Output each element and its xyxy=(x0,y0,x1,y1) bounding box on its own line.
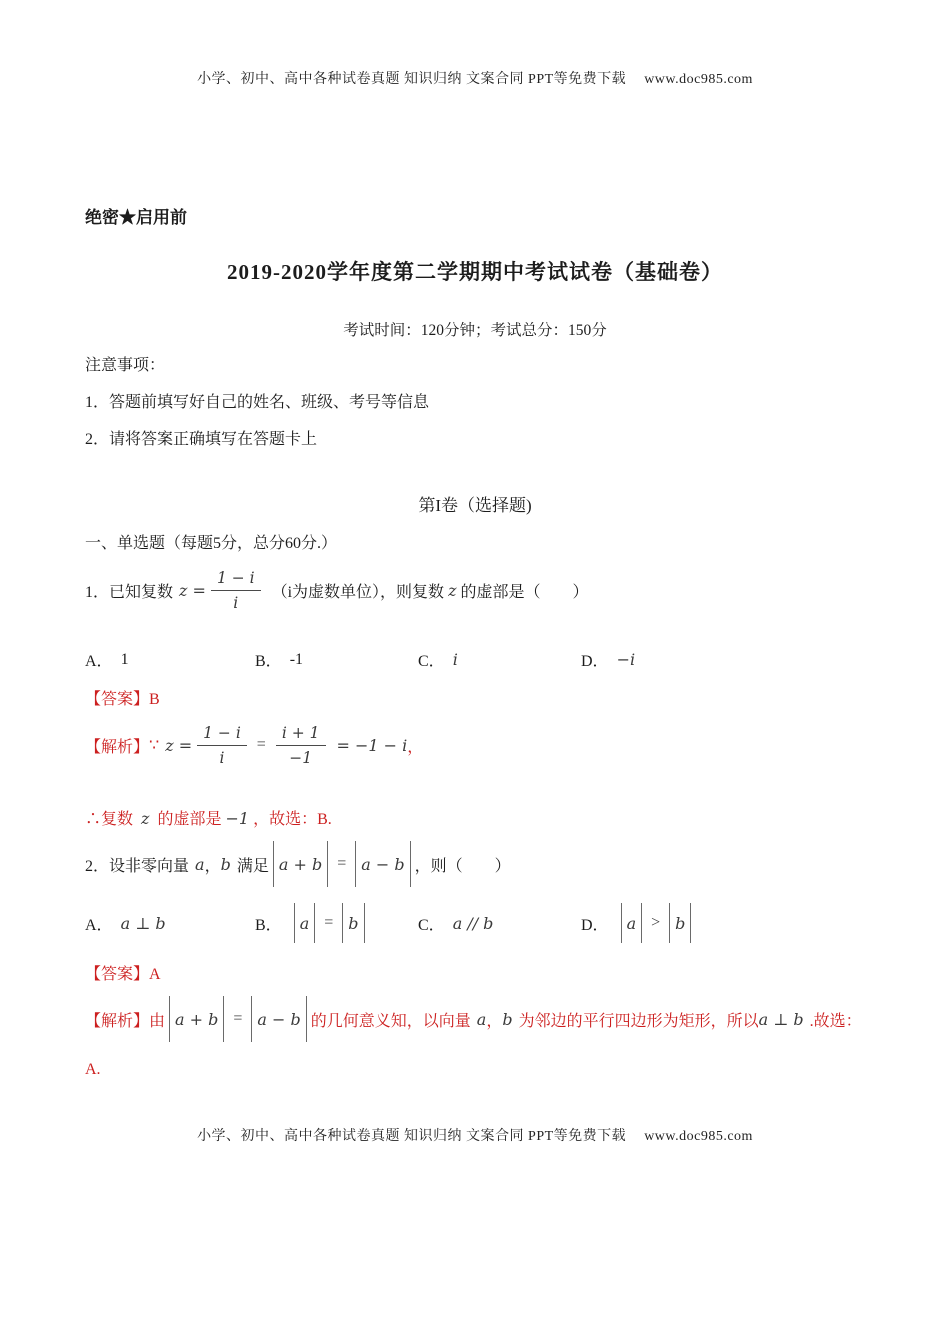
q2-vector-a: a xyxy=(195,854,205,874)
notes-heading: 注意事项： xyxy=(85,357,166,374)
fraction-denominator: −1 xyxy=(276,745,326,767)
q2-analysis-math: a ⊥ b xyxy=(758,1009,804,1029)
note-item-1: 1．答题前填写好自己的姓名、班级、考号等信息 xyxy=(85,394,430,411)
q1-answer-line xyxy=(85,686,160,709)
answer-label: 【答案】 xyxy=(85,966,150,983)
equals-sign: = xyxy=(233,1010,243,1027)
footer-text: 小学、初中、高中各种试卷真题 知识归纳 文案合同 PPT等免费下载 xyxy=(197,1129,627,1144)
q2-option-a xyxy=(85,912,166,935)
analysis-label: 【解析】 xyxy=(85,1012,150,1030)
q1-sol-tail: = −1 − i xyxy=(336,735,408,755)
answer-value: A xyxy=(149,966,161,983)
q1-option-a xyxy=(85,648,129,671)
q2-analysis-vector-a: a xyxy=(476,1009,487,1029)
option-label: A． xyxy=(85,917,113,934)
abs-value-group: b xyxy=(342,903,364,943)
note-item-2: 2．请将答案正确填写在答题卡上 xyxy=(85,431,318,448)
q1-option-c xyxy=(418,648,458,671)
because-symbol: ∵ xyxy=(149,737,160,754)
q2-option-c xyxy=(418,912,493,935)
q2-answer-line xyxy=(85,961,161,984)
q1-conclusion-value: −1 xyxy=(225,809,250,828)
q1-conclusion-mid: 的虚部是 xyxy=(157,811,222,828)
q1-options xyxy=(85,648,915,674)
equals-sign: = xyxy=(324,914,334,931)
answer-value: B xyxy=(149,691,160,708)
q2-comma: ， xyxy=(204,857,221,875)
q1-conclusion-var: z xyxy=(141,809,150,828)
q1-conclusion-end: ，故选：B. xyxy=(253,811,332,828)
abs-value-group: a xyxy=(621,903,643,943)
greater-than-sign: > xyxy=(651,914,661,931)
q2-analysis-mid2: 为邻边的平行四边形为矩形，所以 xyxy=(518,1012,759,1030)
q1-stem-post: （i为虚数单位），则复数 xyxy=(271,583,445,601)
abs-value-group: a − b xyxy=(251,996,306,1042)
q2-analysis-line xyxy=(85,992,862,1046)
option-value: -1 xyxy=(289,650,304,668)
q2-option-b xyxy=(255,900,369,946)
question-type-heading: 一、单选题（每题5分，总分60分.） xyxy=(85,535,338,552)
abs-value-group: b xyxy=(669,903,691,943)
option-value: a // b xyxy=(452,914,494,933)
abs-value-group: a + b xyxy=(273,841,328,887)
q2-number-text: 2．设非零向量 xyxy=(85,857,190,875)
option-value: a ⊥ b xyxy=(120,914,166,933)
equals-sign: = xyxy=(337,855,347,872)
fraction-numerator: 1 − i xyxy=(216,568,255,587)
q1-variable-z: z xyxy=(448,580,457,600)
q2-analysis-tail: .故选： xyxy=(809,1012,862,1030)
equals-sign: = xyxy=(256,736,266,753)
q1-stem-end: 的虚部是（ ） xyxy=(460,583,589,601)
classification-label: 绝密★启用前 xyxy=(85,208,187,227)
header-url: www.doc985.com xyxy=(644,72,753,87)
option-value: −i xyxy=(616,650,636,669)
fraction-denominator: i xyxy=(211,590,261,612)
q1-sol-fraction-1 xyxy=(197,724,247,767)
q1-sol-comma: ， xyxy=(407,738,424,756)
q1-number-text: 1．已知复数 xyxy=(85,583,174,601)
option-label: C． xyxy=(418,917,445,934)
q1-option-b xyxy=(255,648,303,671)
analysis-label: 【解析】 xyxy=(85,738,150,756)
option-label: D． xyxy=(581,653,609,670)
q2-analysis-choice: A. xyxy=(85,1061,101,1078)
q2-analysis-vector-b: b xyxy=(502,1009,513,1029)
q1-conclusion-line xyxy=(85,806,332,829)
q1-sol-fraction-2 xyxy=(276,724,326,767)
q2-stem-mid: 满足 xyxy=(236,857,269,875)
abs-value-group: a + b xyxy=(169,996,224,1042)
q2-vector-b: b xyxy=(220,854,231,874)
fraction-numerator: i + 1 xyxy=(281,723,320,742)
q2-analysis-mid1: 的几何意义知，以向量 xyxy=(310,1012,471,1030)
abs-value-group: a − b xyxy=(355,841,410,887)
header-text: 小学、初中、高中各种试卷真题 知识归纳 文案合同 PPT等免费下载 xyxy=(197,72,627,87)
abs-value-group: a xyxy=(294,903,316,943)
exam-info: 考试时间：120分钟；考试总分：150分 xyxy=(343,322,607,339)
fraction-numerator: 1 − i xyxy=(203,723,241,742)
fraction-denominator: i xyxy=(197,745,247,767)
q2-analysis-pre: 由 xyxy=(149,1012,166,1030)
option-label: A． xyxy=(85,653,113,670)
option-label: C． xyxy=(418,653,445,670)
q2-options xyxy=(85,900,915,946)
doc-footer xyxy=(0,1125,950,1145)
option-label: B． xyxy=(255,653,282,670)
q1-formula-lhs: z = xyxy=(179,580,206,600)
q2-analysis-comma: ， xyxy=(486,1012,503,1030)
exam-title: 2019-2020学年度第二学期期中考试试卷（基础卷） xyxy=(227,260,723,284)
option-label: B． xyxy=(255,916,282,934)
q1-fraction xyxy=(211,569,261,612)
option-label: D． xyxy=(581,916,609,934)
option-value: 1 xyxy=(120,650,129,668)
option-value: i xyxy=(452,650,458,669)
q1-option-d xyxy=(581,648,635,671)
therefore-text: ∴复数 xyxy=(85,811,134,828)
q2-stem xyxy=(85,838,511,890)
q1-analysis-line xyxy=(85,712,423,778)
answer-label: 【答案】 xyxy=(85,691,150,708)
section-title: 第I卷（选择题) xyxy=(418,496,532,515)
q2-option-d xyxy=(581,900,695,946)
doc-header xyxy=(0,68,950,88)
q2-stem-end: ，则（ ） xyxy=(414,857,511,875)
q1-sol-lhs: z = xyxy=(165,735,193,755)
footer-url: www.doc985.com xyxy=(644,1129,753,1144)
q1-stem xyxy=(85,560,589,620)
